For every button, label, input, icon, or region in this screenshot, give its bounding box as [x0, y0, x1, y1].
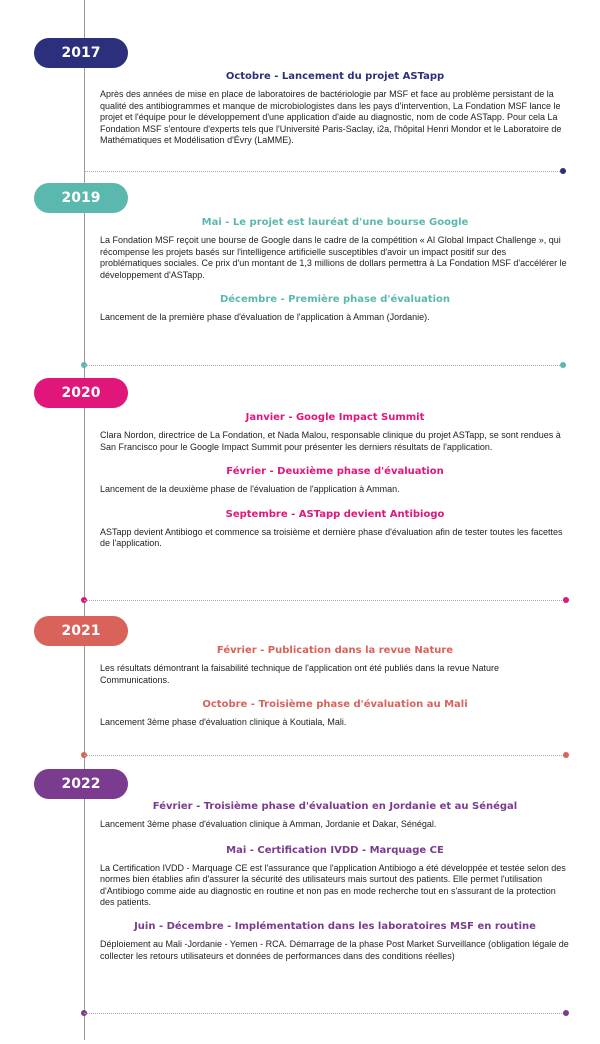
- entry-title: Octobre - Lancement du projet ASTapp: [225, 71, 445, 82]
- divider-end-dot: [563, 1010, 569, 1016]
- entry-title: Juin - Décembre - Implémentation dans les laboratoires MSF en routine: [134, 920, 536, 932]
- entry-title: Décembre - Première phase d'évaluation: [219, 294, 451, 306]
- timeline-entry: [100, 698, 570, 729]
- entry-title: Septembre - ASTapp devient Antibiogo: [225, 508, 445, 520]
- timeline-entry: [100, 800, 570, 831]
- section-divider: [84, 1013, 566, 1014]
- entry-text: Lancement de la deuxième phase de l'évaluation de l'application à Amman.: [100, 484, 400, 495]
- entry-title: Janvier - Google Impact Summit: [245, 412, 425, 423]
- timeline-axis: [84, 0, 85, 1040]
- entries-list: [100, 411, 570, 559]
- divider-end-dot: [560, 362, 566, 368]
- section-divider: [84, 365, 566, 366]
- entry-title: Février - Troisième phase d'évaluation en Jordanie et au Sénégal: [152, 801, 518, 812]
- timeline-entry: [100, 293, 570, 324]
- year-pill: 2022: [34, 769, 128, 799]
- entry-title: Mai - Certification IVDD - Marquage CE: [226, 844, 444, 856]
- entry-text: ASTapp devient Antibiogo et commence sa troisième et dernière phase d'évaluation afin de tester toutes les facettes de l'application.: [100, 526, 563, 549]
- timeline-entry: [100, 216, 570, 281]
- year-pill: 2021: [34, 616, 128, 646]
- entries-list: [100, 644, 570, 738]
- timeline-entry: [100, 465, 570, 496]
- entry-text: La Fondation MSF reçoit une bourse de Google dans le cadre de la compétition « AI Global Impact Challenge », qui récompense les projets basés sur l'intelligence artificielle susceptibles d'avoir un impact positif sur des problématiques sociales. Ce prix d'un montant de 1,3 millions de dollars permettra à La Fondation MSF d'accélérer le développement d'ASTapp.: [100, 235, 567, 280]
- entry-text: Les résultats démontrant la faisabilité technique de l'application ont été publiés dans la revue Nature Communications.: [100, 663, 499, 685]
- entries-list: [100, 70, 570, 156]
- entry-title: Mai - Le projet est lauréat d'une bourse Google: [201, 217, 469, 228]
- timeline-entry: [100, 411, 570, 453]
- entry-text: Lancement 3ème phase d'évaluation clinique à Koutiala, Mali.: [100, 717, 347, 728]
- divider-end-dot: [563, 752, 569, 758]
- section-divider: [84, 600, 566, 601]
- entry-text: La Certification IVDD - Marquage CE est l'assurance que l'application Antibiogo a été développée et testée selon des normes bien établies afin d'assurer la sécurité des utilisateurs mais surtout des patients. Elle permet l'utilisation d'Antibiogo comme aide au diagnostic en routine et non pas en mode recherche tout en s'assurant de la protection des patients.: [100, 862, 566, 908]
- timeline-entry: [100, 844, 570, 909]
- timeline-entry: [100, 70, 570, 147]
- entries-list: [100, 800, 570, 971]
- timeline-entry: [100, 508, 570, 550]
- timeline-entry: [100, 920, 570, 962]
- entry-title: Février - Publication dans la revue Nature: [216, 645, 454, 656]
- entry-text: Clara Nordon, directrice de La Fondation, et Nada Malou, responsable clinique du projet ASTapp, se sont rendues à San Francisco pour le Google Impact Summit pour présenter les derniers résultats de l'application.: [100, 430, 561, 452]
- entry-text: Lancement 3ème phase d'évaluation clinique à Amman, Jordanie et Dakar, Sénégal.: [100, 819, 437, 829]
- year-pill: 2020: [34, 378, 128, 408]
- entry-text: Déploiement au Mali -Jordanie - Yemen - RCA. Démarrage de la phase Post Market Surveillance (obligation légale de collecter les retours utilisateurs et données de performances dans des conditions réelles): [100, 938, 569, 961]
- section-divider: [84, 755, 566, 756]
- entries-list: [100, 216, 570, 333]
- entry-text: Lancement de la première phase d'évaluation de l'application à Amman (Jordanie).: [100, 312, 430, 323]
- section-divider: [84, 171, 566, 172]
- divider-end-dot: [560, 168, 566, 174]
- divider-end-dot: [563, 597, 569, 603]
- year-pill: 2019: [34, 183, 128, 213]
- entry-title: Octobre - Troisième phase d'évaluation au Mali: [202, 699, 468, 711]
- year-pill: 2017: [34, 38, 128, 68]
- entry-title: Février - Deuxième phase d'évaluation: [226, 466, 444, 478]
- timeline-entry: [100, 644, 570, 686]
- entry-text: Après des années de mise en place de laboratoires de bactériologie par MSF et face au problème persistant de la qualité des antibiogrammes et manque de microbiologistes dans les pays d'intervention, La Fondation MSF lance le projet et l'équipe pour le développement d'une application d'aide au diagnostic, nom de code ASTapp. Pour cela La Fondation MSF s'entoure d'experts tels que l'Université Paris-Saclay, i2a, l'hôpital Henri Mondor et le Laboratoire de Mathématiques et Modélisation d'Évry (LaMME).: [100, 89, 562, 146]
